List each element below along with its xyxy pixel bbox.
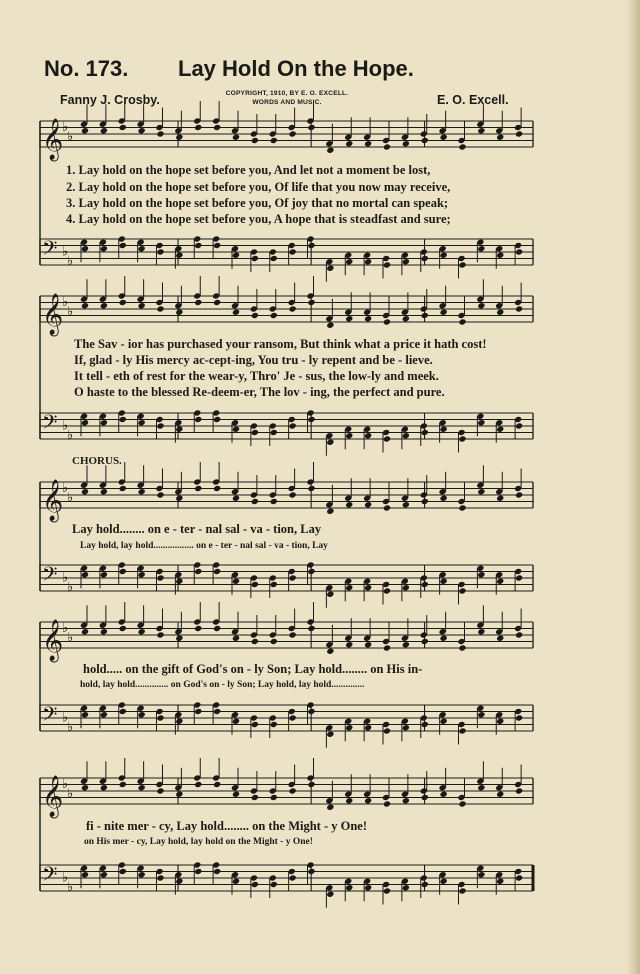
note-head xyxy=(156,574,164,581)
flat-icon: ♭ xyxy=(67,720,74,735)
note-head xyxy=(515,574,523,581)
note-head xyxy=(213,868,221,875)
copyright-line: COPYRIGHT, 1910, BY E. O. EXCELL. xyxy=(225,90,349,97)
note-head xyxy=(477,711,485,718)
flat-icon: ♭ xyxy=(62,480,69,496)
flat-icon: ♭ xyxy=(62,294,69,310)
bass-clef-icon: 𝄢 xyxy=(42,410,58,439)
note-head xyxy=(81,784,89,791)
note-head xyxy=(289,305,297,312)
note-head xyxy=(345,315,353,322)
note-head xyxy=(251,255,259,262)
flat-icon: ♭ xyxy=(67,880,74,895)
note-head xyxy=(138,711,146,718)
note-head xyxy=(402,432,410,439)
note-head xyxy=(345,884,353,891)
note-head xyxy=(100,628,108,635)
flat-icon: ♭ xyxy=(62,119,69,135)
note-head xyxy=(364,315,372,322)
note-head xyxy=(383,887,391,894)
chorus-3-lower-lyric: on His mer - cy, Lay hold, lay hold on the Might - y One! xyxy=(84,837,313,847)
note-head xyxy=(156,130,164,137)
note-head xyxy=(81,571,89,578)
note-head xyxy=(194,485,202,492)
note-head xyxy=(496,578,504,585)
note-head xyxy=(194,568,202,575)
note-head xyxy=(458,435,466,442)
note-head xyxy=(138,127,146,134)
note-head xyxy=(232,578,240,585)
flat-icon: ♭ xyxy=(62,418,69,434)
note-head xyxy=(213,708,221,715)
note-head xyxy=(326,322,334,329)
note-head xyxy=(270,794,278,801)
note-head xyxy=(81,302,89,309)
flat-icon: ♭ xyxy=(67,786,74,802)
note-head xyxy=(156,305,164,312)
lyricist: Fanny J. Crosby. xyxy=(60,93,160,107)
note-head xyxy=(458,887,466,894)
bass-clef-icon: 𝄢 xyxy=(42,562,58,591)
note-head xyxy=(270,498,278,505)
flat-icon: ♭ xyxy=(67,129,74,145)
note-head xyxy=(175,309,183,316)
note-head xyxy=(119,868,127,875)
note-head xyxy=(326,439,334,446)
chorus-2-upper-lyric: hold..... on the gift of God's on - ly Son; Lay hold........ on His in- xyxy=(83,662,423,676)
note-head xyxy=(326,804,334,811)
note-head xyxy=(402,258,410,265)
note-head xyxy=(100,127,108,134)
note-head xyxy=(402,641,410,648)
flat-icon: ♭ xyxy=(62,776,69,792)
note-head xyxy=(138,571,146,578)
verse-3-line-2: It tell - eth of rest for the wear-y, Thro' Je - sus, the low-ly and meek. xyxy=(74,369,439,383)
note-head xyxy=(402,724,410,731)
note-head xyxy=(326,891,334,898)
note-head xyxy=(458,800,466,807)
note-head xyxy=(383,800,391,807)
note-head xyxy=(232,495,240,502)
note-head xyxy=(251,498,259,505)
note-head xyxy=(232,791,240,798)
note-head xyxy=(477,302,485,309)
copyright-subline: WORDS AND MUSIC. xyxy=(252,99,322,106)
note-head xyxy=(138,245,146,252)
note-head xyxy=(383,261,391,268)
note-head xyxy=(458,727,466,734)
note-head xyxy=(515,491,523,498)
note-head xyxy=(440,878,448,885)
note-head xyxy=(477,571,485,578)
flat-icon: ♭ xyxy=(62,620,69,636)
note-head xyxy=(496,878,504,885)
note-head xyxy=(402,315,410,322)
note-head xyxy=(515,248,523,255)
note-head xyxy=(289,130,297,137)
note-head xyxy=(270,581,278,588)
note-head xyxy=(251,638,259,645)
note-head xyxy=(383,435,391,442)
note-head xyxy=(458,143,466,150)
chorus-3-upper-lyric: fi - nite mer - cy, Lay hold........ on the Might - y One! xyxy=(86,819,367,833)
note-head xyxy=(232,635,240,642)
note-head xyxy=(213,416,221,423)
note-head xyxy=(440,252,448,259)
note-head xyxy=(515,714,523,721)
note-head xyxy=(119,299,127,306)
note-head xyxy=(289,248,297,255)
note-head xyxy=(194,299,202,306)
note-head xyxy=(232,252,240,259)
note-head xyxy=(175,578,183,585)
note-head xyxy=(175,134,183,141)
note-head xyxy=(270,312,278,319)
note-head xyxy=(402,797,410,804)
note-head xyxy=(270,638,278,645)
note-head xyxy=(232,718,240,725)
note-head xyxy=(175,495,183,502)
note-head xyxy=(364,258,372,265)
note-head xyxy=(477,488,485,495)
note-head xyxy=(270,881,278,888)
note-head xyxy=(458,504,466,511)
note-head xyxy=(326,265,334,272)
note-head xyxy=(496,718,504,725)
note-head xyxy=(477,127,485,134)
note-head xyxy=(289,491,297,498)
note-head xyxy=(175,252,183,259)
note-head xyxy=(345,724,353,731)
note-head xyxy=(289,874,297,881)
note-head xyxy=(156,248,164,255)
note-head xyxy=(81,871,89,878)
flat-icon: ♭ xyxy=(62,870,69,886)
note-head xyxy=(364,641,372,648)
note-head xyxy=(232,426,240,433)
note-head xyxy=(345,432,353,439)
note-head xyxy=(270,137,278,144)
note-head xyxy=(138,871,146,878)
note-head xyxy=(289,631,297,638)
note-head xyxy=(383,727,391,734)
note-head xyxy=(138,302,146,309)
note-head xyxy=(232,134,240,141)
note-head xyxy=(345,140,353,147)
note-head xyxy=(175,878,183,885)
note-head xyxy=(289,787,297,794)
note-head xyxy=(138,488,146,495)
hymn-title: Lay Hold On the Hope. xyxy=(178,56,414,81)
note-head xyxy=(345,584,353,591)
note-head xyxy=(289,714,297,721)
note-head xyxy=(326,731,334,738)
note-head xyxy=(477,784,485,791)
note-head xyxy=(364,724,372,731)
note-head xyxy=(364,797,372,804)
note-head xyxy=(383,644,391,651)
note-head xyxy=(213,485,221,492)
note-head xyxy=(345,797,353,804)
treble-clef-icon: 𝄞 xyxy=(42,119,64,160)
note-head xyxy=(100,302,108,309)
note-head xyxy=(440,309,448,316)
note-head xyxy=(232,878,240,885)
note-head xyxy=(156,874,164,881)
note-head xyxy=(100,571,108,578)
note-head xyxy=(402,501,410,508)
treble-clef-icon: 𝄞 xyxy=(42,776,64,817)
note-head xyxy=(194,124,202,131)
flat-icon: ♭ xyxy=(67,304,74,320)
note-head xyxy=(383,318,391,325)
flat-icon: ♭ xyxy=(67,254,74,269)
note-head xyxy=(440,718,448,725)
flat-icon: ♭ xyxy=(67,580,74,595)
note-head xyxy=(326,508,334,515)
note-head xyxy=(496,791,504,798)
note-head xyxy=(440,635,448,642)
note-head xyxy=(138,419,146,426)
treble-clef-icon: 𝄞 xyxy=(42,620,64,661)
bass-clef-icon: 𝄢 xyxy=(42,862,58,891)
note-head xyxy=(515,631,523,638)
treble-clef-icon: 𝄞 xyxy=(42,294,64,335)
note-head xyxy=(175,718,183,725)
treble-clef-icon: 𝄞 xyxy=(42,480,64,521)
note-head xyxy=(496,252,504,259)
note-head xyxy=(119,568,127,575)
note-head xyxy=(440,495,448,502)
note-head xyxy=(364,501,372,508)
composer: E. O. Excell. xyxy=(437,93,509,107)
hymn-number: No. 173. xyxy=(44,56,129,81)
chorus-1-upper-lyric: Lay hold........ on e - ter - nal sal - va - tion, Lay xyxy=(72,522,322,536)
note-head xyxy=(515,422,523,429)
note-head xyxy=(251,429,259,436)
note-head xyxy=(326,648,334,655)
note-head xyxy=(383,587,391,594)
note-head xyxy=(270,429,278,436)
note-head xyxy=(81,127,89,134)
note-head xyxy=(213,242,221,249)
flat-icon: ♭ xyxy=(67,428,74,443)
note-head xyxy=(364,432,372,439)
note-head xyxy=(440,791,448,798)
note-head xyxy=(119,242,127,249)
chorus-1-lower-lyric: Lay hold, lay hold................. on e - ter - nal sal - va - tion, Lay xyxy=(80,541,328,551)
note-head xyxy=(251,881,259,888)
verse-4-line-2: O haste to the blessed Re-deem-er, The lov - ing, the perfect and pure. xyxy=(74,385,445,399)
note-head xyxy=(496,426,504,433)
note-head xyxy=(81,628,89,635)
note-head xyxy=(119,625,127,632)
note-head xyxy=(119,781,127,788)
note-head xyxy=(402,884,410,891)
note-head xyxy=(138,628,146,635)
flat-icon: ♭ xyxy=(67,630,74,646)
note-head xyxy=(345,258,353,265)
verse-3-line-1: 3. Lay hold on the hope set before you, Of joy that no mortal can speak; xyxy=(66,196,449,210)
chorus-label: CHORUS. xyxy=(72,455,122,467)
note-head xyxy=(326,147,334,154)
note-head xyxy=(194,625,202,632)
note-head xyxy=(270,255,278,262)
note-head xyxy=(156,714,164,721)
note-head xyxy=(138,784,146,791)
note-head xyxy=(100,419,108,426)
note-head xyxy=(194,868,202,875)
note-head xyxy=(326,591,334,598)
note-head xyxy=(270,721,278,728)
note-head xyxy=(477,628,485,635)
note-head xyxy=(383,143,391,150)
note-head xyxy=(100,784,108,791)
note-head xyxy=(458,644,466,651)
note-head xyxy=(345,501,353,508)
bass-clef-icon: 𝄢 xyxy=(42,702,58,731)
note-head xyxy=(515,130,523,137)
flat-icon: ♭ xyxy=(62,710,69,726)
note-head xyxy=(402,140,410,147)
note-head xyxy=(251,721,259,728)
note-head xyxy=(477,245,485,252)
note-head xyxy=(402,584,410,591)
note-head xyxy=(175,635,183,642)
note-head xyxy=(440,578,448,585)
note-head xyxy=(251,137,259,144)
chorus-2-lower-lyric: hold, lay hold.............. on God's on - ly Son; Lay hold, lay hold.............. xyxy=(80,680,365,690)
note-head xyxy=(194,781,202,788)
note-head xyxy=(232,309,240,316)
note-head xyxy=(156,491,164,498)
note-head xyxy=(156,631,164,638)
note-head xyxy=(194,416,202,423)
note-head xyxy=(119,124,127,131)
verse-1-line-2: The Sav - ior has purchased your ransom, But think what a price it hath cost! xyxy=(74,337,487,351)
note-head xyxy=(175,791,183,798)
note-head xyxy=(383,504,391,511)
note-head xyxy=(345,641,353,648)
note-head xyxy=(364,584,372,591)
note-head xyxy=(515,874,523,881)
verse-4-line-1: 4. Lay hold on the hope set before you, A hope that is steadfast and sure; xyxy=(66,212,451,226)
note-head xyxy=(440,426,448,433)
note-head xyxy=(458,261,466,268)
flat-icon: ♭ xyxy=(62,244,69,260)
note-head xyxy=(496,309,504,316)
note-head xyxy=(213,625,221,632)
note-head xyxy=(515,305,523,312)
note-head xyxy=(213,568,221,575)
note-head xyxy=(100,871,108,878)
note-head xyxy=(458,318,466,325)
flat-icon: ♭ xyxy=(62,570,69,586)
note-head xyxy=(81,488,89,495)
note-head xyxy=(175,426,183,433)
note-head xyxy=(496,134,504,141)
note-head xyxy=(251,312,259,319)
note-head xyxy=(100,488,108,495)
note-head xyxy=(81,419,89,426)
verse-2-line-2: If, glad - ly His mercy ac-cept-ing, You tru - ly repent and be - lieve. xyxy=(74,353,433,367)
note-head xyxy=(289,574,297,581)
note-head xyxy=(100,711,108,718)
note-head xyxy=(289,422,297,429)
note-head xyxy=(364,140,372,147)
note-head xyxy=(194,708,202,715)
note-head xyxy=(251,794,259,801)
note-head xyxy=(496,495,504,502)
note-head xyxy=(458,587,466,594)
note-head xyxy=(515,787,523,794)
note-head xyxy=(213,781,221,788)
note-head xyxy=(156,787,164,794)
note-head xyxy=(440,134,448,141)
bass-clef-icon: 𝄢 xyxy=(42,236,58,265)
verse-2-line-1: 2. Lay hold on the hope set before you, Of life that you now may receive, xyxy=(66,180,451,194)
note-head xyxy=(477,419,485,426)
note-head xyxy=(81,711,89,718)
note-head xyxy=(496,635,504,642)
note-head xyxy=(477,871,485,878)
note-head xyxy=(81,245,89,252)
note-head xyxy=(194,242,202,249)
note-head xyxy=(213,299,221,306)
note-head xyxy=(100,245,108,252)
note-head xyxy=(119,485,127,492)
note-head xyxy=(364,884,372,891)
note-head xyxy=(251,581,259,588)
verse-1-line-1: 1. Lay hold on the hope set before you, And let not a moment be lost, xyxy=(66,163,431,177)
flat-icon: ♭ xyxy=(67,490,74,506)
note-head xyxy=(119,416,127,423)
note-head xyxy=(213,124,221,131)
note-head xyxy=(119,708,127,715)
note-head xyxy=(156,422,164,429)
